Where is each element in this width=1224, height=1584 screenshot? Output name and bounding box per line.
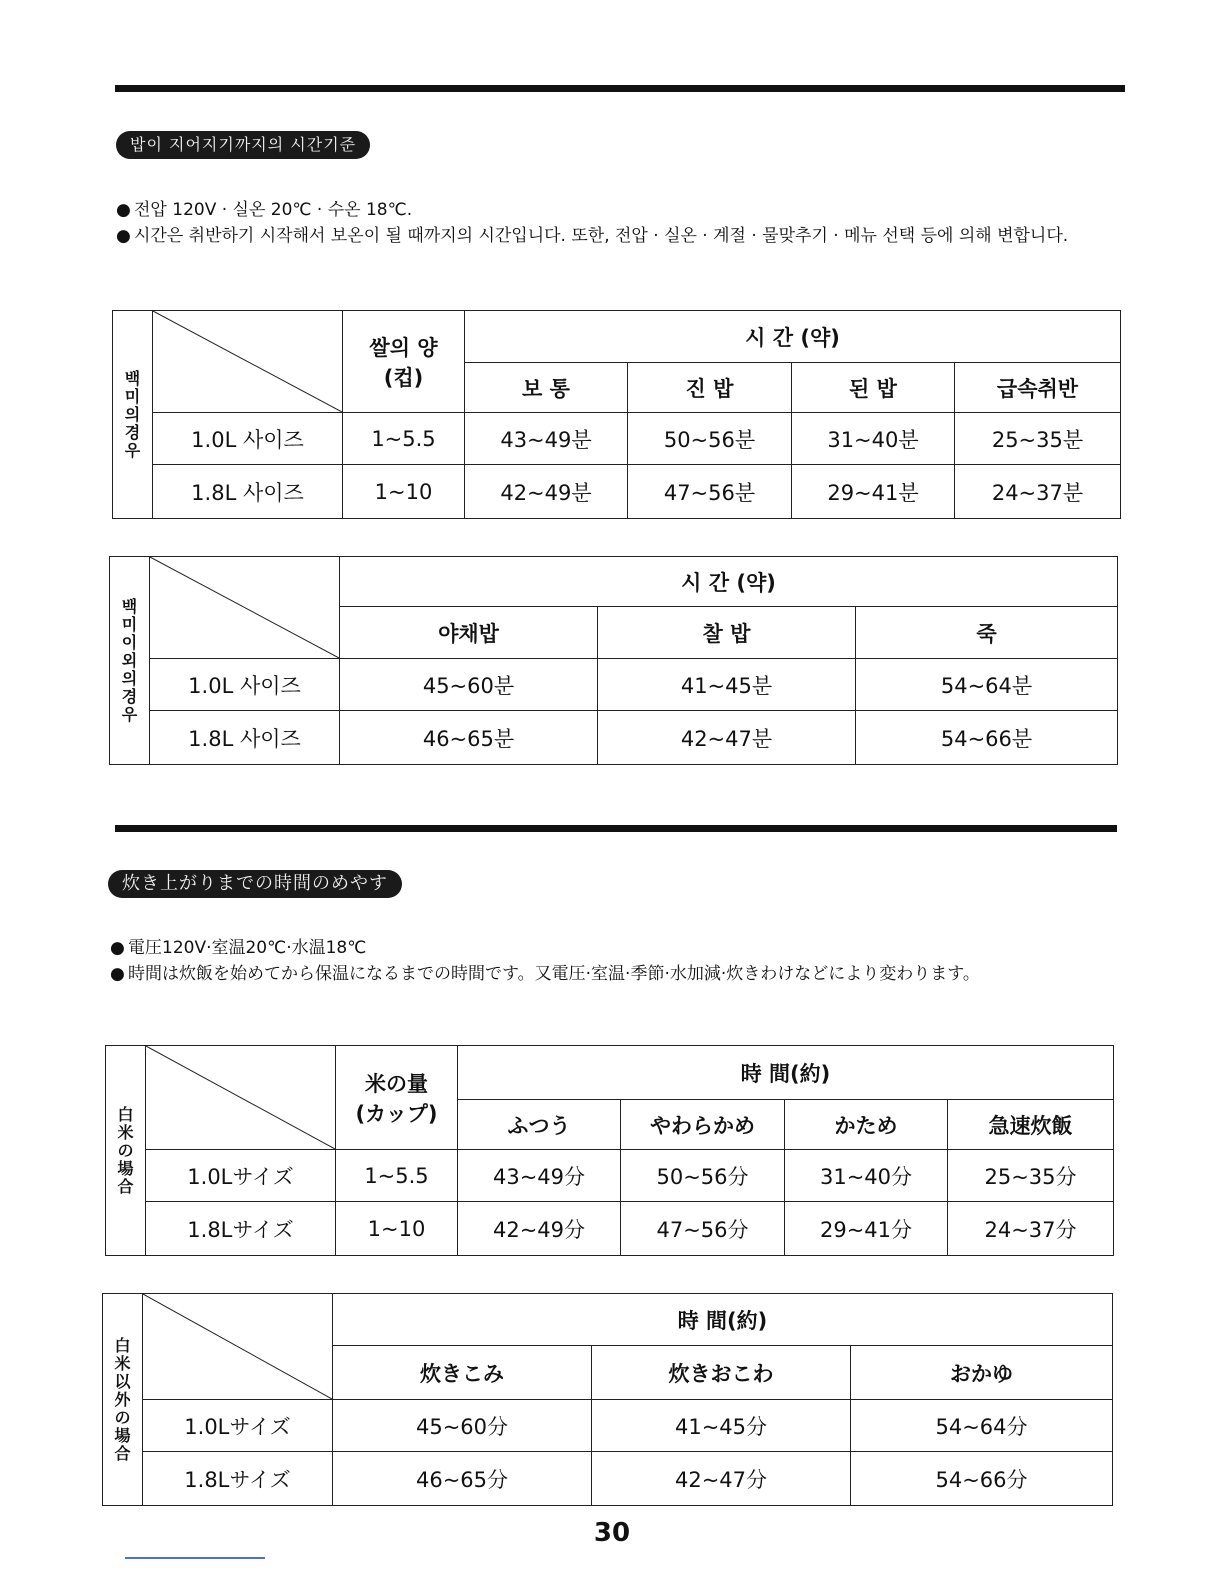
time-cell: 50~56분 [628, 413, 792, 465]
time-cell: 45~60분 [340, 659, 598, 711]
column-header: 찰 밥 [598, 607, 856, 659]
column-header: 보 통 [465, 363, 628, 413]
section-title-ko: 밥이 지어지기까지의 시간기준 [116, 131, 370, 159]
diagonal-header-cell [150, 557, 340, 659]
time-cell: 25~35分 [948, 1150, 1114, 1202]
time-cell: 31~40分 [785, 1150, 948, 1202]
column-header: 야채밥 [340, 607, 598, 659]
cooking-time-table-other-ko [109, 556, 1118, 765]
time-cell: 31~40분 [792, 413, 955, 465]
column-header: ふつう [458, 1100, 621, 1150]
size-cell: 1.0Lサイズ [143, 1400, 333, 1452]
time-cell: 43~49분 [465, 413, 628, 465]
time-cell: 50~56分 [621, 1150, 785, 1202]
column-header: おかゆ [851, 1346, 1113, 1400]
cooking-time-table-white-rice-ja [105, 1045, 1114, 1256]
time-cell: 46~65분 [340, 711, 598, 765]
cooking-time-table-other-ja [102, 1293, 1113, 1506]
section-title-ja: 炊き上がりまでの時間のめやす [108, 870, 402, 898]
bullet-icon: ● [116, 200, 131, 220]
time-cell: 42~49분 [465, 465, 628, 519]
size-cell: 1.0L 사이즈 [153, 413, 343, 465]
time-cell: 54~64分 [851, 1400, 1113, 1452]
note-text: 시간은 취반하기 시작해서 보온이 될 때까지의 시간입니다. 또한, 전압 · 실온 · 계절 · 물맞추기 · 메뉴 선택 등에 의해 변합니다. [134, 226, 1069, 246]
time-header: 시 간 (약) [340, 557, 1118, 607]
time-cell: 29~41분 [792, 465, 955, 519]
size-cell: 1.8L 사이즈 [150, 711, 340, 765]
time-cell: 42~49分 [458, 1202, 621, 1256]
size-cell: 1.8Lサイズ [143, 1452, 333, 1506]
time-cell: 25~35분 [955, 413, 1121, 465]
time-header: 時 間(約) [458, 1046, 1114, 1100]
time-cell: 54~64분 [856, 659, 1118, 711]
time-cell: 54~66分 [851, 1452, 1113, 1506]
bullet-icon: ● [116, 226, 131, 246]
time-cell: 47~56분 [628, 465, 792, 519]
time-cell: 54~66분 [856, 711, 1118, 765]
side-label: 백미의 경우 [113, 311, 153, 519]
time-cell: 41~45분 [598, 659, 856, 711]
notes-ko [116, 197, 1106, 249]
diagonal-header-cell [146, 1046, 336, 1150]
time-cell: 47~56分 [621, 1202, 785, 1256]
table-row [106, 1150, 1114, 1202]
column-header: 된 밥 [792, 363, 955, 413]
table-row [110, 659, 1118, 711]
time-cell: 24~37分 [948, 1202, 1114, 1256]
side-label: 白米の場合 [106, 1046, 146, 1256]
cooking-time-table-white-rice-ko [112, 310, 1121, 519]
note-item [110, 935, 1110, 961]
size-cell: 1.8L 사이즈 [153, 465, 343, 519]
amount-header: 米の量 (カップ) [336, 1046, 458, 1150]
column-header: 急速炊飯 [948, 1100, 1114, 1150]
amount-header: 쌀의 양 (컵) [343, 311, 465, 413]
section-rule-ja [115, 825, 1117, 832]
side-label: 백미 이외의 경우 [110, 557, 150, 765]
time-cell: 42~47분 [598, 711, 856, 765]
bullet-icon: ● [110, 964, 125, 984]
page-number: 30 [593, 1518, 631, 1548]
table-row [113, 413, 1121, 465]
note-item [116, 223, 1106, 249]
table-row [106, 1202, 1114, 1256]
notes-ja [110, 935, 1110, 987]
time-cell: 42~47分 [592, 1452, 851, 1506]
time-cell: 41~45分 [592, 1400, 851, 1452]
amount-cell: 1~10 [336, 1202, 458, 1256]
size-cell: 1.8Lサイズ [146, 1202, 336, 1256]
amount-cell: 1~5.5 [343, 413, 465, 465]
note-text: 電圧120V·室温20℃·水温18℃ [128, 938, 367, 958]
diagonal-header-cell [153, 311, 343, 413]
column-header: 炊きこみ [333, 1346, 592, 1400]
size-cell: 1.0L 사이즈 [150, 659, 340, 711]
time-cell: 43~49分 [458, 1150, 621, 1202]
table-row [113, 465, 1121, 519]
column-header: 급속취반 [955, 363, 1121, 413]
table-row [103, 1400, 1113, 1452]
diagonal-header-cell [143, 1294, 333, 1400]
time-cell: 29~41分 [785, 1202, 948, 1256]
note-text: 時間は炊飯を始めてから保温になるまでの時間です。又電圧·室温·季節·水加減·炊きわけなどにより変わります。 [128, 964, 980, 984]
column-header: 炊きおこわ [592, 1346, 851, 1400]
time-cell: 46~65分 [333, 1452, 592, 1506]
table-row [110, 711, 1118, 765]
column-header: 진 밥 [628, 363, 792, 413]
note-text: 전압 120V · 실온 20℃ · 수온 18℃. [134, 200, 413, 220]
time-cell: 45~60分 [333, 1400, 592, 1452]
note-item [116, 197, 1106, 223]
bullet-icon: ● [110, 938, 125, 958]
time-cell: 24~37분 [955, 465, 1121, 519]
side-label: 白米以外の場合 [103, 1294, 143, 1506]
amount-cell: 1~5.5 [336, 1150, 458, 1202]
footer-line [125, 1557, 265, 1559]
time-header: 시 간 (약) [465, 311, 1121, 363]
time-header: 時 間(約) [333, 1294, 1113, 1346]
column-header: 죽 [856, 607, 1118, 659]
table-row [103, 1452, 1113, 1506]
section-rule-ko [115, 85, 1125, 92]
amount-cell: 1~10 [343, 465, 465, 519]
column-header: かため [785, 1100, 948, 1150]
size-cell: 1.0Lサイズ [146, 1150, 336, 1202]
column-header: やわらかめ [621, 1100, 785, 1150]
note-item [110, 961, 1110, 987]
